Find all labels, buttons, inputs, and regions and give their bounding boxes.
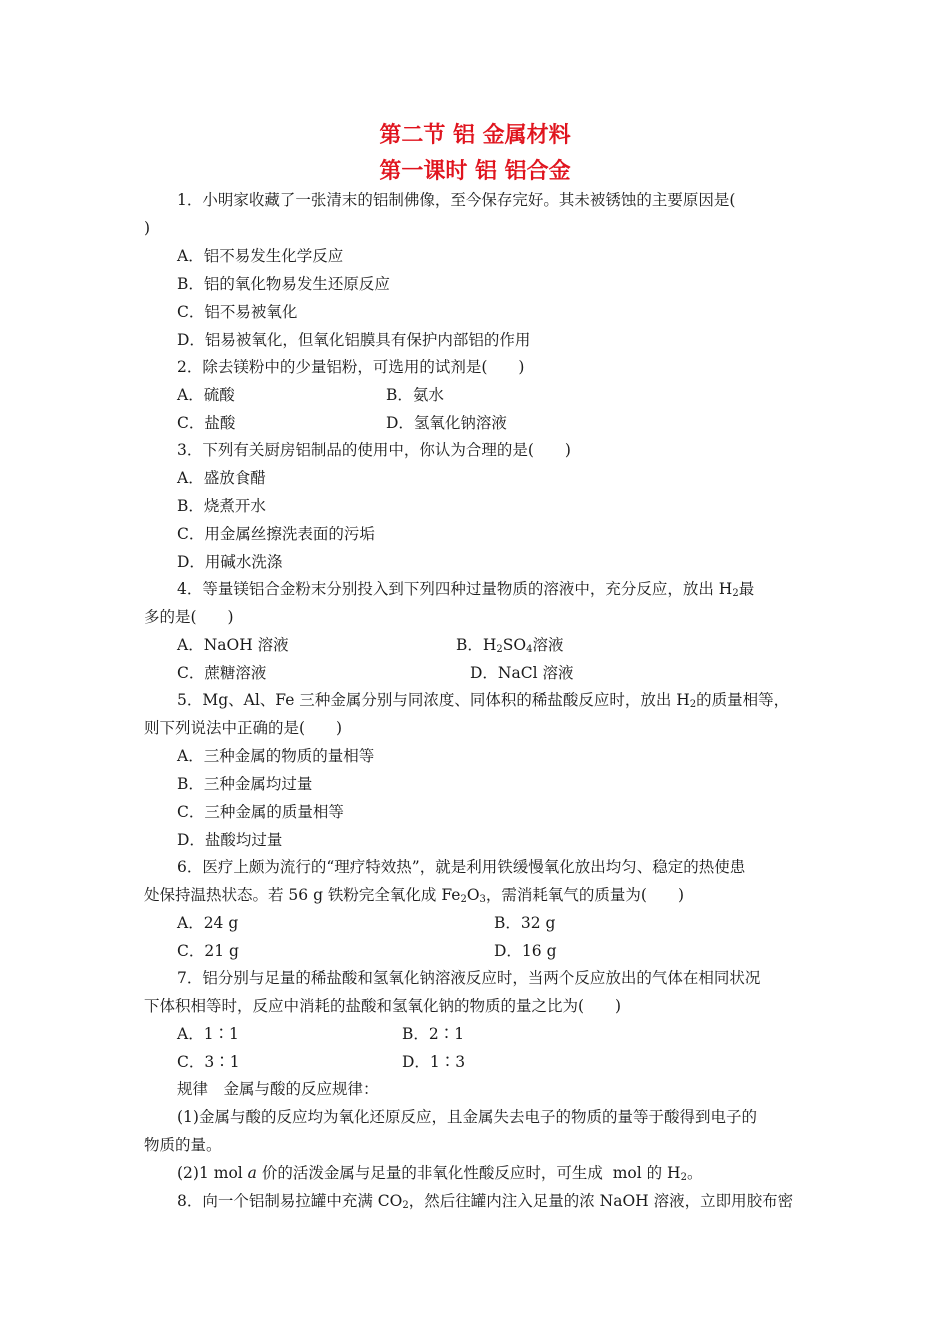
- question-1-option-a: A．铝不易发生化学反应: [177, 247, 344, 265]
- rule-point-1-cont: 物质的量。: [144, 1136, 222, 1154]
- question-4-option-b: B．$H_2SO_4$溶液: [456, 636, 564, 655]
- question-3-option-b: B．烧煮开水: [177, 497, 266, 515]
- question-5-stem: 5．Mg、Al、Fe 三种金属分别与同浓度、同体积的稀盐酸反应时，放出 $H_2$的质量相等，: [177, 691, 790, 710]
- question-1-stem-cont: ): [144, 219, 151, 237]
- question-2-stem: 2．除去镁粉中的少量铝粉，可选用的试剂是( ): [177, 358, 525, 376]
- question-7-option-b: B．2∶1: [402, 1025, 465, 1043]
- question-5-stem-cont: 则下列说法中正确的是( ): [144, 719, 343, 737]
- question-6-option-a: A．24 g: [177, 914, 239, 932]
- question-4-stem: 4．等量镁铝合金粉末分别投入到下列四种过量物质的溶液中，充分反应，放出 $H_2$最: [177, 580, 755, 599]
- question-6-option-d: D．16 g: [494, 942, 557, 960]
- question-6-option-b: B．32 g: [494, 914, 556, 932]
- rule-heading: 规律 金属与酸的反应规律：: [177, 1080, 379, 1098]
- question-6-stem-cont: 处保持温热状态。若 56 g 铁粉完全氧化成 $Fe_2O_3$，需消耗氧气的质量为( ): [144, 886, 685, 905]
- question-8-stem: 8．向一个铝制易拉罐中充满 $CO_2$，然后往罐内注入足量的浓 NaOH 溶液，立即用胶布密: [177, 1192, 794, 1211]
- question-1-stem: 1．小明家收藏了一张清末的铝制佛像，至今保存完好。其未被锈蚀的主要原因是(: [177, 191, 736, 209]
- question-4-option-d: D．NaCl 溶液: [470, 664, 574, 682]
- question-3-option-c: C．用金属丝擦洗表面的污垢: [177, 525, 375, 543]
- question-2-option-c: C．盐酸: [177, 414, 236, 432]
- question-6-stem: 6．医疗上颇为流行的“理疗特效热”，就是利用铁缓慢氧化放出均匀、稳定的热使患: [177, 858, 746, 876]
- question-4-option-c: C．蔗糖溶液: [177, 664, 267, 682]
- question-6-option-c: C．21 g: [177, 942, 239, 960]
- question-7-stem-cont: 下体积相等时，反应中消耗的盐酸和氢氧化钠的物质的量之比为( ): [144, 997, 622, 1015]
- question-2-option-b: B．氨水: [386, 386, 444, 404]
- question-7-option-d: D．1∶3: [402, 1053, 466, 1071]
- question-5-option-d: D．盐酸均过量: [177, 831, 283, 849]
- question-3-option-d: D．用碱水洗涤: [177, 553, 283, 571]
- lesson-title: 第一课时 铝 铝合金: [379, 158, 571, 184]
- question-7-option-c: C．3∶1: [177, 1053, 240, 1071]
- question-7-option-a: A．1∶1: [177, 1025, 239, 1043]
- question-3-stem: 3．下列有关厨房铝制品的使用中，你认为合理的是( ): [177, 441, 571, 459]
- question-3-option-a: A．盛放食醋: [177, 469, 266, 487]
- question-5-option-c: C．三种金属的质量相等: [177, 803, 344, 821]
- question-4-stem-cont: 多的是( ): [144, 608, 234, 626]
- rule-point-1: (1)金属与酸的反应均为氧化还原反应，且金属失去电子的物质的量等于酸得到电子的: [177, 1108, 757, 1126]
- question-7-stem: 7．铝分别与足量的稀盐酸和氢氧化钠溶液反应时，当两个反应放出的气体在相同状况: [177, 969, 761, 987]
- question-1-option-d: D．铝易被氧化，但氧化铝膜具有保护内部铝的作用: [177, 331, 531, 349]
- question-1-option-c: C．铝不易被氧化: [177, 303, 298, 321]
- question-2-option-d: D．氢氧化钠溶液: [386, 414, 507, 432]
- section-title: 第二节 铝 金属材料: [379, 122, 571, 148]
- rule-point-2: (2)1 mol a 价的活泼金属与足量的非氧化性酸反应时，可生成 mol 的 $H_2$。: [177, 1164, 703, 1183]
- question-5-option-a: A．三种金属的物质的量相等: [177, 747, 375, 765]
- question-5-option-b: B．三种金属均过量: [177, 775, 313, 793]
- question-4-option-a: A．NaOH 溶液: [177, 636, 289, 654]
- question-2-option-a: A．硫酸: [177, 386, 235, 404]
- question-1-option-b: B．铝的氧化物易发生还原反应: [177, 275, 390, 293]
